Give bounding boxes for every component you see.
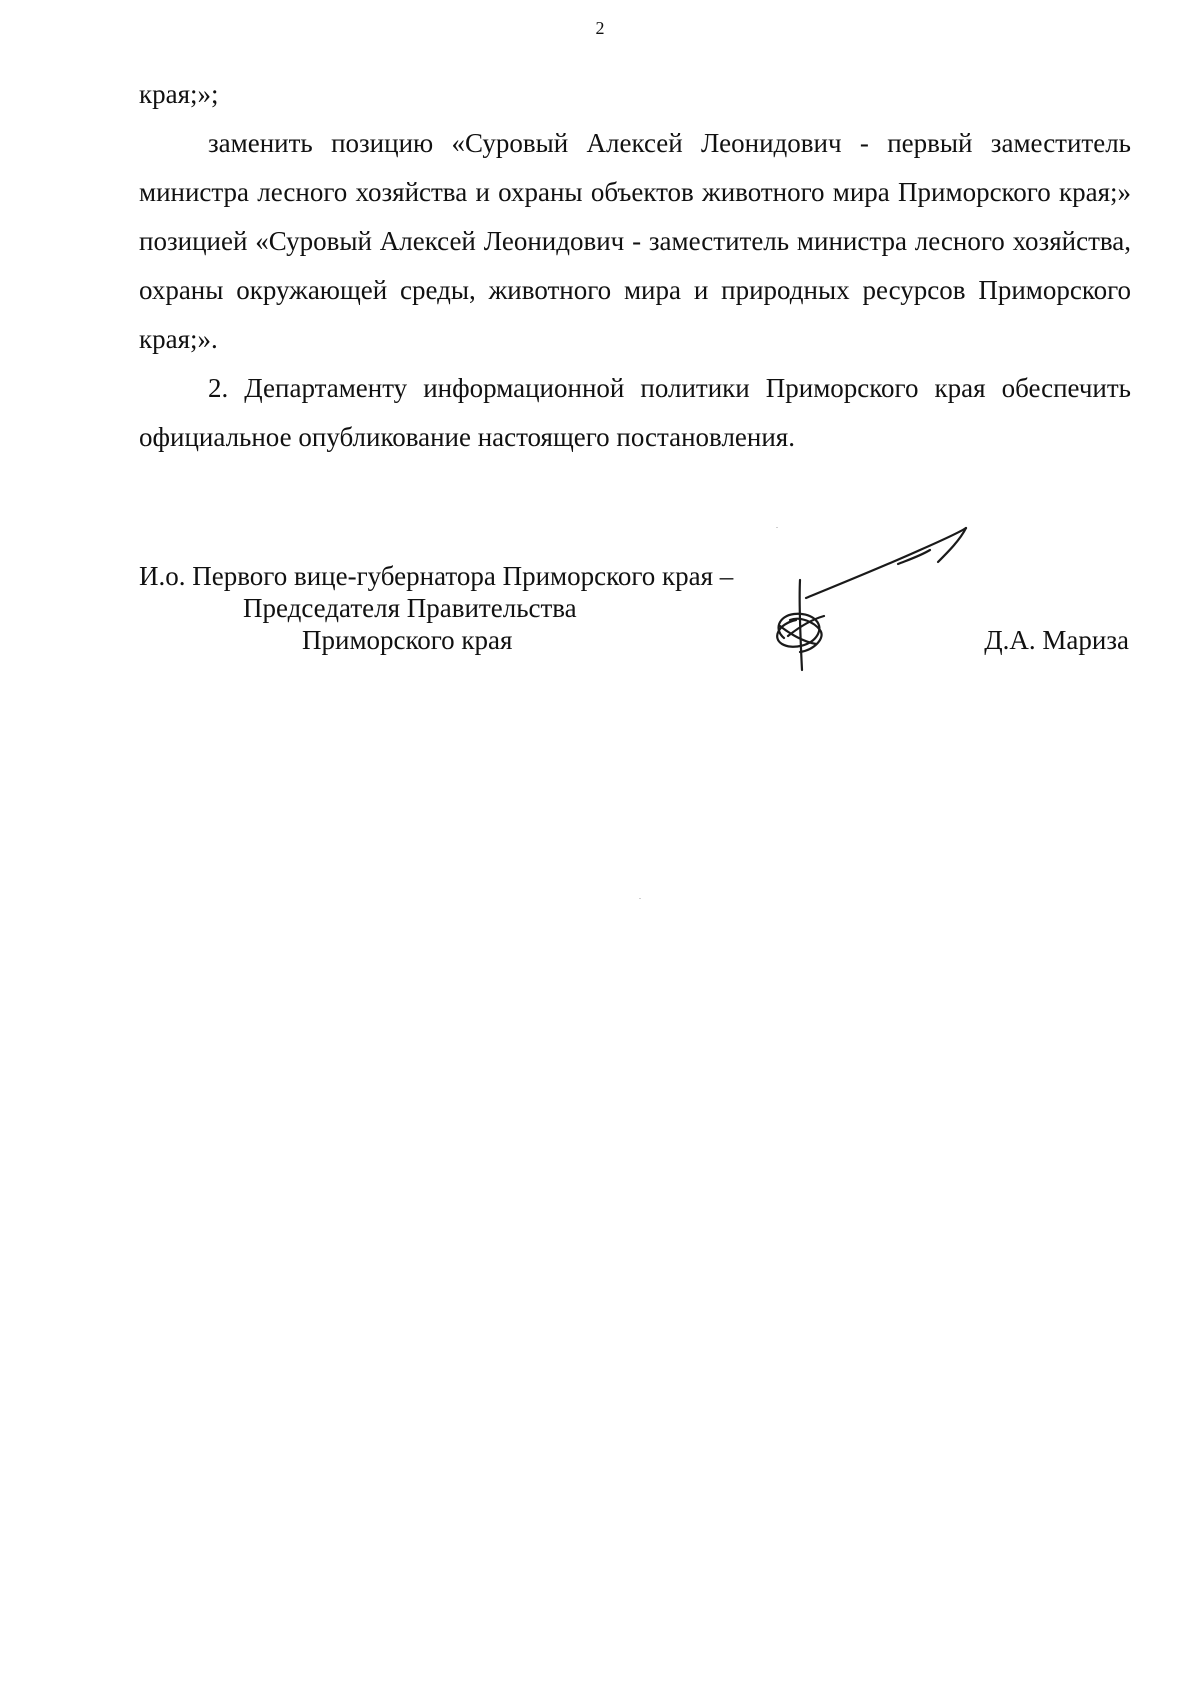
handwritten-signature — [770, 520, 1010, 680]
scan-speck — [639, 898, 641, 899]
signer-position-line: Приморского края — [302, 625, 513, 655]
paragraph-publication-clause: 2. Департаменту информационной политики Приморского края обеспечить официальное опубликование настоящего постановления. — [139, 373, 1131, 452]
paragraph-replacement-clause: заменить позицию «Суровый Алексей Леонидович - первый заместитель министра лесного хозяйства и охраны объектов животного мира Приморского края;» позицией «Суровый Алексей Леонидович - заместитель министра лесного хозяйства, охраны окружающей среды, животного мира и природных ресурсов Приморского края;». — [139, 128, 1131, 354]
document-body — [139, 70, 1131, 462]
scan-speck — [776, 527, 778, 528]
signer-name: Д.А. Мариза — [984, 625, 1129, 655]
signer-position — [139, 560, 859, 656]
paragraph-continuation: края;»; — [139, 79, 219, 109]
signer-position-line: Председателя Правительства — [243, 593, 577, 623]
page-number: 2 — [595, 18, 605, 38]
signer-position-line: И.о. Первого вице-губернатора Приморского края – — [139, 561, 734, 591]
